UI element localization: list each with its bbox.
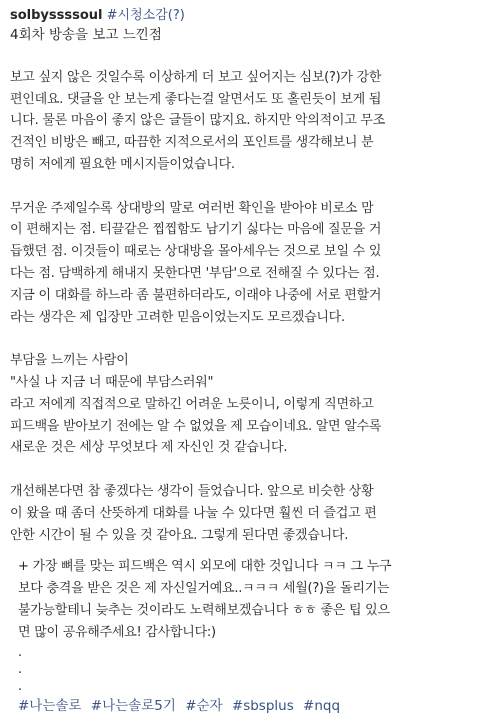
text-line: 라고 저에게 직접적으로 말하긴 어려운 노릇이니, 이렇게 직면하고: [10, 396, 374, 412]
text-line: 새로운 것은 세상 무엇보다 제 자신인 것 같습니다.: [10, 440, 288, 456]
text-line: 안한 시간이 될 수 있을 것 같아요. 그렇게 된다면 좋겠습니다.: [10, 527, 349, 543]
hashtag-link[interactable]: #나는솔로: [18, 697, 82, 714]
hashtag-link[interactable]: #nqq: [303, 697, 341, 714]
text-line: 이 편해지는 점. 티끌같은 찝찝함도 남기기 싫다는 마음에 질문을 거: [10, 222, 382, 238]
text-line: 다는 점. 담백하게 해내지 못한다면 '부담'으로 전해질 수 있다는 점.: [10, 265, 380, 281]
hashtag-list: [10, 695, 501, 717]
text-line: 개선해본다면 참 좋겠다는 생각이 들었습니다. 앞으로 비슷한 상황: [10, 483, 374, 499]
paragraph-3: [10, 350, 501, 459]
text-line: 면 많이 공유해주세요! 감사합니다:): [18, 624, 216, 640]
plus-note: [10, 556, 501, 643]
text-line: 라는 생각은 제 입장만 고려한 믿음이었는지도 모르겠습니다.: [10, 309, 345, 325]
spacer: [10, 546, 501, 556]
username-link[interactable]: solbyssssoul: [10, 8, 103, 23]
spacer: [10, 45, 501, 67]
text-line: 피드백을 받아보기 전에는 알 수 없었을 제 모습이네요. 알면 알수록: [10, 418, 382, 434]
text-line: "사실 나 지금 너 때문에 부담스러워": [10, 374, 214, 390]
hashtag-link[interactable]: #시청소감(?): [106, 8, 185, 23]
caption-subtitle: 4회차 방송을 보고 느낀점: [10, 27, 162, 43]
spacer: [10, 328, 501, 350]
dot-separator: .: [18, 661, 23, 677]
text-line: 편인데요. 댓글을 안 보는게 좋다는걸 알면서도 또 홀린듯이 보게 됩: [10, 91, 382, 107]
dot-separator: .: [18, 644, 23, 660]
text-line: 불가능할테니 늦추는 것이라도 노력해보겠습니다 ㅎㅎ 좋은 팁 있으: [18, 602, 390, 618]
hashtag-link[interactable]: #나는솔로5기: [90, 697, 176, 714]
caption-header: [10, 6, 501, 25]
text-line: 보고 싶지 않은 것일수록 이상하게 더 보고 싶어지는 심보(?)가 강한: [10, 69, 382, 85]
text-line: 지금 이 대화를 하느라 좀 불편하더라도, 이래야 나중에 서로 편할거: [10, 287, 382, 303]
spacer: [10, 459, 501, 481]
spacer: [10, 176, 501, 198]
hashtag-link[interactable]: #sbsplus: [231, 697, 294, 714]
text-line: 부담을 느끼는 사람이: [10, 353, 129, 369]
paragraph-2: [10, 198, 501, 329]
paragraph-4: [10, 481, 501, 546]
text-line: 명히 저에게 필요한 메시지들이었습니다.: [10, 156, 235, 172]
text-line: 보다 충격을 받은 것은 제 자신일거예요..ㅋㅋㅋ 세월(?)을 돌리기는: [18, 581, 390, 597]
hashtag-link[interactable]: #순자: [185, 697, 223, 714]
text-line: 건적인 비방은 빼고, 따끔한 지적으로서의 포인트를 생각해보니 분: [10, 135, 374, 151]
text-line: + 가장 뼈를 맞는 피드백은 역시 외모에 대한 것입니다 ㅋㅋ 그 누구: [18, 559, 392, 575]
text-line: 니다. 물론 마음이 좋지 않은 글들이 많지요. 하지만 악의적이고 무조: [10, 113, 386, 129]
text-line: 듭했던 점. 이것들이 때로는 상대방을 몰아세우는 것으로 보일 수 있: [10, 244, 382, 260]
text-line: 이 왔을 때 좀더 산뜻하게 대화를 나눌 수 있다면 훨씬 더 즐겁고 편: [10, 505, 377, 521]
dot-separator: .: [18, 678, 23, 694]
paragraph-1: [10, 67, 501, 176]
text-line: 무거운 주제일수록 상대방의 말로 여러번 확인을 받아야 비로소 맘: [10, 200, 374, 216]
